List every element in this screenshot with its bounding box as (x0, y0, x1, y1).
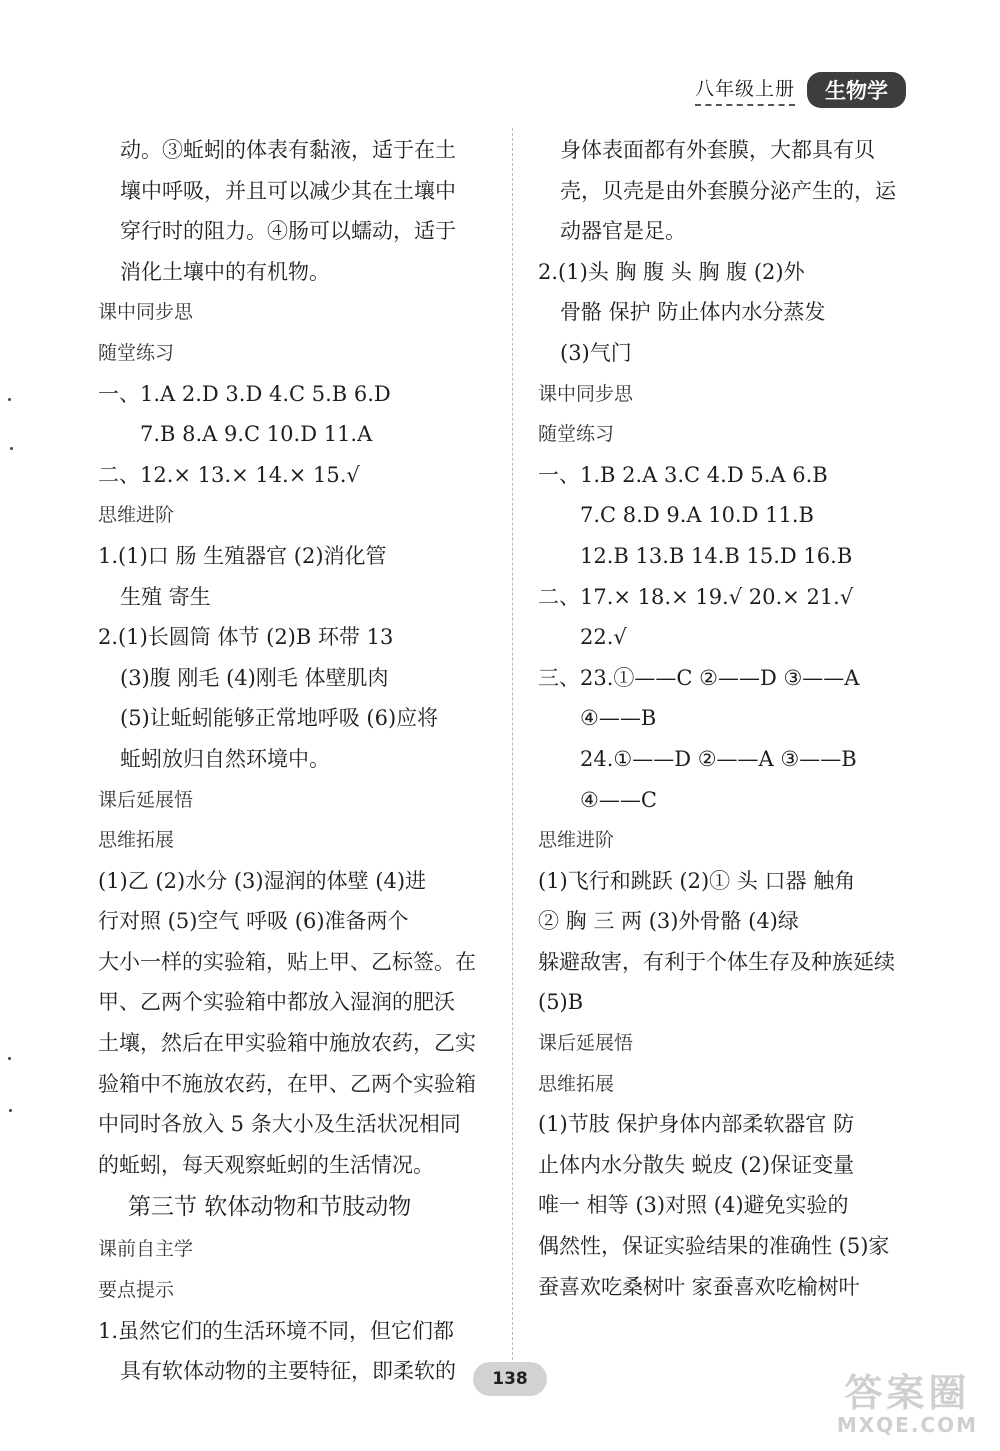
answer-line: 动。③蚯蚓的体表有黏液，适于在土 (120, 138, 456, 162)
watermark-logo (837, 1373, 978, 1437)
left-column (98, 130, 490, 1392)
answer-line: 7.C 8.D 9.A 10.D 11.B (580, 503, 814, 528)
answer-line: 壤中呼吸，并且可以减少其在土壤中 (120, 178, 456, 203)
answer-line: 2.(1)头 胸 腹 头 胸 腹 (2)外 (538, 259, 805, 284)
answer-line: 行对照 (5)空气 呼吸 (6)准备两个 (98, 909, 409, 934)
answer-line: 蚕喜欢吃桑树叶 家蚕喜欢吃榆树叶 (538, 1274, 860, 1299)
column-divider (512, 128, 513, 1360)
answer-line: 甲、乙两个实验箱中都放入湿润的肥沃 (98, 990, 455, 1015)
watermark-url: MXQE.COM (836, 1413, 978, 1437)
section-heading: 思维拓展 (98, 829, 175, 852)
answer-line: 蚯蚓放归自然环境中。 (120, 746, 330, 771)
answer-line: 二、17.× 18.× 19.√ 20.× 21.√ (538, 584, 854, 609)
page-number: 138 (473, 1362, 547, 1396)
answer-line: 大小一样的实验箱，贴上甲、乙标签。在 (98, 949, 476, 974)
section-heading: 思维进阶 (538, 829, 615, 852)
answer-line: (1)节肢 保护身体内部柔软器官 防 (538, 1112, 855, 1137)
answer-line: ④——C (580, 787, 657, 812)
answer-line: ② 胸 三 两 (3)外骨骼 (4)绿 (538, 909, 799, 934)
chapter-title: 第三节 软体动物和节肢动物 (128, 1194, 412, 1221)
scan-speck (8, 398, 11, 401)
right-column (538, 130, 923, 1307)
answer-line: ④——B (580, 706, 657, 731)
answer-line: 消化土壤中的有机物。 (120, 259, 330, 284)
answer-line: 一、1.A 2.D 3.D 4.C 5.B 6.D (98, 381, 391, 406)
grade-label: 八年级上册 (695, 74, 795, 106)
section-heading: 课后延展悟 (98, 788, 194, 811)
section-heading: 思维进阶 (98, 504, 175, 527)
scan-speck (9, 1109, 12, 1112)
answer-line: (1)乙 (2)水分 (3)湿润的体壁 (4)进 (98, 868, 427, 893)
answer-line: 12.B 13.B 14.B 15.D 16.B (580, 543, 853, 568)
answer-line: 躲避敌害，有利于个体生存及种族延续 (538, 949, 895, 974)
answer-line: 骨骼 保护 防止体内水分蒸发 (560, 300, 826, 325)
answer-line: 止体内水分散失 蜕皮 (2)保证变量 (538, 1152, 855, 1177)
section-heading: 课前自主学 (98, 1238, 194, 1261)
answer-line: 的蚯蚓，每天观察蚯蚓的生活情况。 (98, 1152, 434, 1177)
answer-line: 24.①——D ②——A ③——B (580, 746, 857, 771)
answer-line: 生殖 寄生 (120, 584, 211, 609)
answer-line: 一、1.B 2.A 3.C 4.D 5.A 6.B (538, 462, 828, 487)
section-heading: 随堂练习 (98, 341, 175, 364)
answer-line: (3)气门 (560, 340, 632, 365)
subject-badge: 生物学 (807, 72, 906, 108)
answer-line: 身体表面都有外套膜，大都具有贝 (560, 138, 875, 162)
answer-line: 1.虽然它们的生活环境不同，但它们都 (98, 1318, 455, 1343)
section-heading: 课中同步思 (538, 382, 634, 405)
watermark-text: 答案圈 (844, 1371, 971, 1415)
answer-line: 唯一 相等 (3)对照 (4)避免实验的 (538, 1193, 849, 1218)
answer-line: 验箱中不施放农药，在甲、乙两个实验箱 (98, 1071, 476, 1096)
answer-line: (5)B (538, 990, 584, 1015)
answer-line: 中同时各放入 5 条大小及生活状况相同 (98, 1112, 461, 1137)
answer-line: 二、12.× 13.× 14.× 15.√ (98, 462, 360, 487)
answer-line: 22.√ (580, 625, 627, 650)
scan-speck (8, 1057, 11, 1060)
answer-line: 壳，贝壳是由外套膜分泌产生的，运 (560, 178, 896, 203)
answer-line: 2.(1)长圆筒 体节 (2)B 环带 13 (98, 625, 394, 650)
answer-line: (1)飞行和跳跃 (2)① 头 口器 触角 (538, 868, 856, 893)
section-heading: 要点提示 (98, 1279, 175, 1302)
answer-line: 7.B 8.A 9.C 10.D 11.A (140, 422, 373, 447)
answer-line: 动器官是足。 (560, 219, 686, 244)
answer-line: (3)腹 刚毛 (4)刚毛 体壁肌肉 (120, 665, 389, 690)
answer-line: 具有软体动物的主要特征，即柔软的 (120, 1359, 456, 1384)
page-header (695, 72, 906, 108)
answer-line: 偶然性，保证实验结果的准确性 (5)家 (538, 1234, 890, 1259)
section-heading: 思维拓展 (538, 1072, 615, 1095)
answer-line: 土壤，然后在甲实验箱中施放农药，乙实 (98, 1031, 476, 1056)
scan-speck (10, 447, 13, 450)
answer-line: 1.(1)口 肠 生殖器官 (2)消化管 (98, 543, 387, 568)
section-heading: 课后延展悟 (538, 1032, 634, 1055)
answer-line: 穿行时的阻力。④肠可以蠕动，适于 (120, 219, 456, 244)
section-heading: 随堂练习 (538, 423, 615, 446)
section-heading: 课中同步思 (98, 301, 194, 324)
answer-line: 三、23.①——C ②——D ③——A (538, 665, 860, 690)
answer-line: (5)让蚯蚓能够正常地呼吸 (6)应将 (120, 706, 439, 731)
